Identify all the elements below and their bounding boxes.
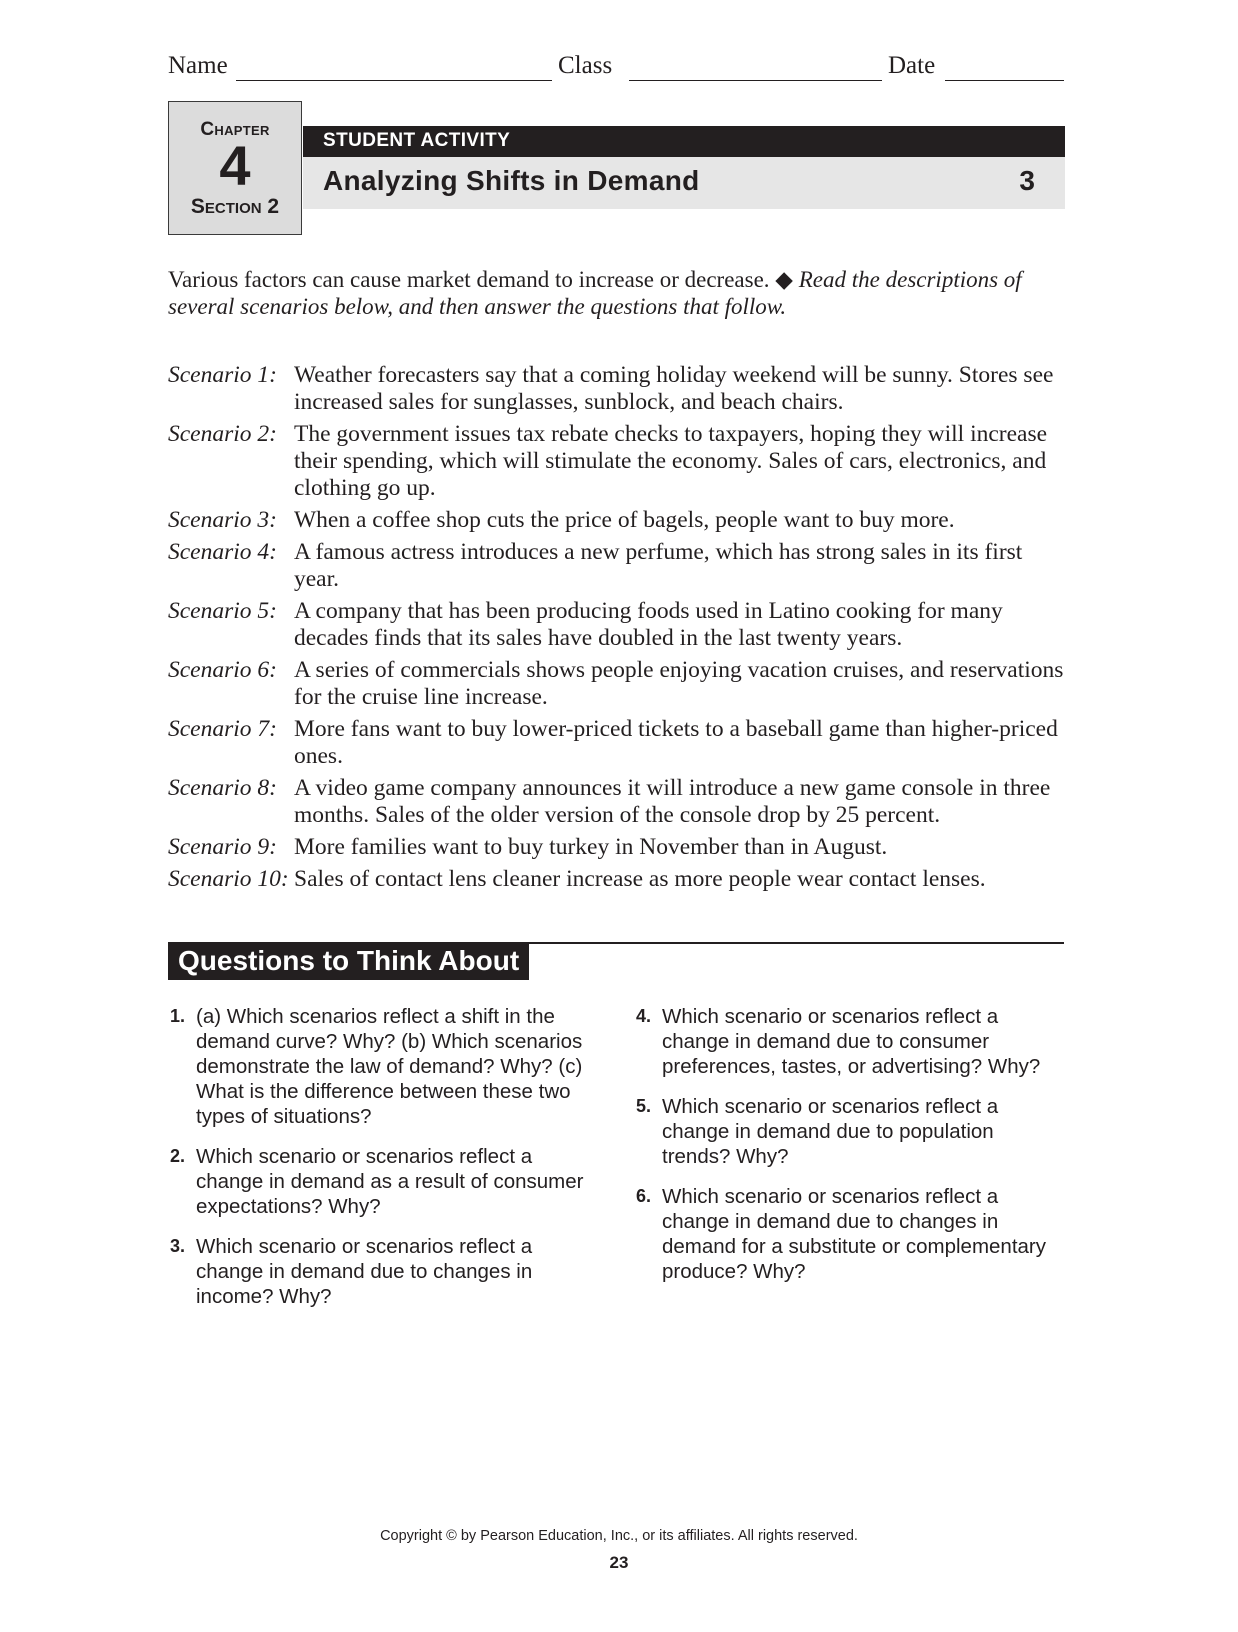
question-item <box>634 1004 1064 1079</box>
scenario-label: Scenario 8: <box>168 775 277 801</box>
question-text: Which scenario or scenarios reflect a change in demand as a result of consumer expectations? Why? <box>196 1145 584 1218</box>
scenario-text: A video game company announces it will introduce a new game console in three months. Sales of the older version of the console drop by 25 percent. <box>294 775 1051 828</box>
scenario-text: The government issues tax rebate checks to taxpayers, hoping they will increase their spending, which will stimulate the economy. Sales of cars, electronics, and clothing go up. <box>294 421 1048 501</box>
question-item <box>168 1234 598 1309</box>
page-title: Analyzing Shifts in Demand <box>323 165 700 196</box>
class-field[interactable] <box>629 80 882 81</box>
scenario-label: Scenario 2: <box>168 421 277 447</box>
scenario-item <box>168 598 1068 652</box>
intro-instruction: Read the descriptions of several scenarios below, and then answer the questions that follow. <box>168 267 1022 319</box>
scenario-label: Scenario 5: <box>168 598 277 624</box>
scenario-item <box>168 539 1068 593</box>
scenario-item <box>168 834 1068 861</box>
question-number: 5. <box>636 1096 652 1116</box>
title-bar <box>303 157 1065 209</box>
scenario-text: More families want to buy turkey in November than in August. <box>294 834 888 860</box>
scenario-item <box>168 362 1068 416</box>
class-label: Class <box>558 52 613 79</box>
scenario-item <box>168 507 1068 534</box>
copyright-notice: Copyright © by Pearson Education, Inc., or its affiliates. All rights reserved. <box>380 1528 858 1544</box>
question-number: 2. <box>170 1146 186 1166</box>
name-label: Name <box>168 52 228 79</box>
question-item <box>168 1144 598 1219</box>
scenario-label: Scenario 4: <box>168 539 277 565</box>
chapter-section-box <box>168 101 302 235</box>
activity-number: 3 <box>1019 165 1035 196</box>
section-label: Section 2 <box>190 195 280 218</box>
questions-heading: Questions to Think About <box>168 942 529 980</box>
intro-paragraph <box>168 266 1068 320</box>
student-info-line <box>168 52 1064 88</box>
scenario-label: Scenario 7: <box>168 716 277 742</box>
scenario-text: Sales of contact lens cleaner increase as more people wear contact lenses. <box>294 866 986 892</box>
chapter-number: 4 <box>219 134 251 197</box>
scenario-text: A company that has been producing foods used in Latino cooking for many decades finds that its sales have doubled in the last twenty years. <box>294 598 1003 651</box>
scenario-item <box>168 775 1068 829</box>
scenario-item <box>168 716 1068 770</box>
scenario-item <box>168 657 1068 711</box>
question-item <box>634 1094 1064 1169</box>
scenario-item <box>168 866 1068 893</box>
scenario-text: Weather forecasters say that a coming holiday weekend will be sunny. Stores see increased sales for sunglasses, sunblock, and beach chairs. <box>294 362 1054 415</box>
scenario-list <box>168 362 1068 893</box>
activity-banner <box>303 126 1065 157</box>
activity-label: STUDENT ACTIVITY <box>323 130 511 151</box>
scenario-text: When a coffee shop cuts the price of bagels, people want to buy more. <box>294 507 955 533</box>
question-text: Which scenario or scenarios reflect a change in demand due to changes in demand for a substitute or complementary produce? Why? <box>662 1185 1046 1283</box>
diamond-bullet-icon: ◆ <box>775 267 793 292</box>
question-item <box>634 1184 1064 1284</box>
page-number: 23 <box>609 1553 629 1572</box>
scenario-text: More fans want to buy lower-priced tickets to a baseball game than higher-priced ones. <box>294 716 1058 769</box>
intro-text: Various factors can cause market demand to increase or decrease. <box>168 267 770 292</box>
question-number: 6. <box>636 1186 652 1206</box>
question-text: Which scenario or scenarios reflect a change in demand due to population trends? Why? <box>662 1095 999 1168</box>
scenario-text: A famous actress introduces a new perfume, which has strong sales in its first year. <box>294 539 1023 592</box>
questions-right-column <box>634 1004 1064 1297</box>
questions-left-column <box>168 1004 598 1322</box>
question-number: 1. <box>170 1006 186 1026</box>
scenario-label: Scenario 10: <box>168 866 289 892</box>
date-field[interactable] <box>945 80 1064 81</box>
scenario-label: Scenario 9: <box>168 834 277 860</box>
question-item <box>168 1004 598 1129</box>
question-text: Which scenario or scenarios reflect a change in demand due to changes in income? Why? <box>196 1235 533 1308</box>
question-number: 3. <box>170 1236 186 1256</box>
scenario-label: Scenario 3: <box>168 507 277 533</box>
scenario-label: Scenario 1: <box>168 362 277 388</box>
scenario-item <box>168 421 1068 502</box>
name-field[interactable] <box>236 80 552 81</box>
scenario-text: A series of commercials shows people enjoying vacation cruises, and reservations for the cruise line increase. <box>294 657 1064 710</box>
question-text: (a) Which scenarios reflect a shift in the demand curve? Why? (b) Which scenarios demonstrate the law of demand? Why? (c) What is the difference between these two types of situations? <box>196 1005 583 1128</box>
scenario-label: Scenario 6: <box>168 657 277 683</box>
question-text: Which scenario or scenarios reflect a change in demand due to consumer preferences, tastes, or advertising? Why? <box>662 1005 1041 1078</box>
date-label: Date <box>888 52 936 79</box>
chapter-label: Chapter <box>200 119 270 140</box>
question-number: 4. <box>636 1006 652 1026</box>
